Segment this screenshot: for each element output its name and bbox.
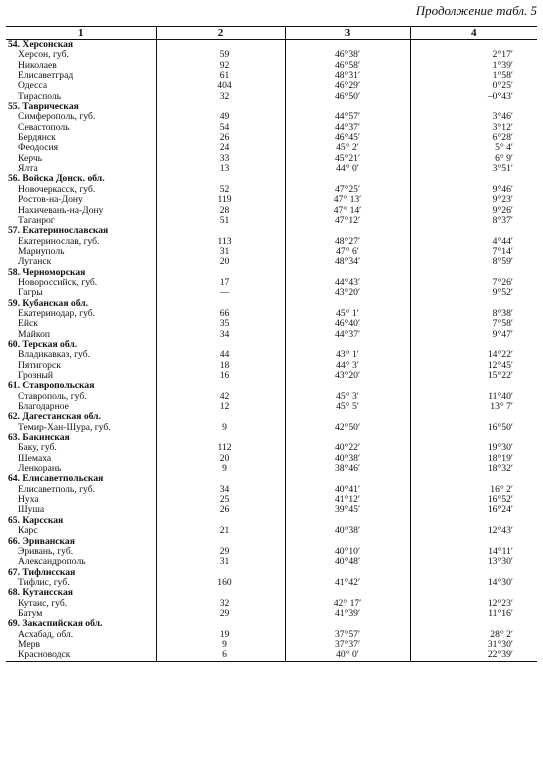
latitude-cell: 46°40′ xyxy=(285,319,410,329)
city-name: Херсон, губ. xyxy=(18,49,69,61)
value-cell: 18 xyxy=(156,361,285,371)
latitude-cell: 38°46′ xyxy=(285,464,410,474)
latitude-cell: 43°20′ xyxy=(285,371,410,381)
region-row xyxy=(6,588,537,598)
city-name: Шуша xyxy=(18,504,45,516)
longitude-cell: 18°19′ xyxy=(410,454,537,464)
city-name: Бердянск xyxy=(18,132,56,144)
region-name: 59. Кубанская обл. xyxy=(8,297,89,309)
value-cell: 32 xyxy=(156,599,285,609)
region-row xyxy=(6,619,537,629)
city-row xyxy=(6,454,537,464)
empty-cell xyxy=(410,537,537,547)
city-row xyxy=(6,123,537,133)
longitude-cell: 3°46′ xyxy=(410,112,537,122)
latitude-cell: 44° 0′ xyxy=(285,164,410,174)
region-row xyxy=(6,516,537,526)
value-cell: 35 xyxy=(156,319,285,329)
value-cell: 44 xyxy=(156,350,285,360)
region-name: 65. Карсская xyxy=(8,514,64,526)
city-row xyxy=(6,361,537,371)
latitude-cell: 40°41′ xyxy=(285,485,410,495)
empty-cell xyxy=(410,268,537,278)
empty-cell xyxy=(410,588,537,598)
longitude-cell: 18°32′ xyxy=(410,464,537,474)
region-name: 64. Елисаветпольская xyxy=(8,473,104,485)
city-name: Шемаха xyxy=(18,452,52,464)
city-name: Елисаветполь, губ. xyxy=(18,483,95,495)
value-cell: 66 xyxy=(156,309,285,319)
latitude-cell: 44°37′ xyxy=(285,330,410,340)
value-cell: 26 xyxy=(156,505,285,515)
region-name: 55. Таврическая xyxy=(8,101,79,113)
region-name: 63. Бакинская xyxy=(8,432,70,444)
city-row xyxy=(6,319,537,329)
latitude-cell: 45°21′ xyxy=(285,154,410,164)
latitude-cell: 37°57′ xyxy=(285,630,410,640)
header-row xyxy=(6,27,537,40)
value-cell: 42 xyxy=(156,392,285,402)
latitude-cell: 43° 1′ xyxy=(285,350,410,360)
empty-cell xyxy=(285,226,410,236)
region-name: 57. Екатеринославская xyxy=(8,225,109,237)
empty-cell xyxy=(410,619,537,629)
city-name: Пятигорск xyxy=(18,359,61,371)
city-name: Николаев xyxy=(18,59,57,71)
city-row xyxy=(6,247,537,257)
value-cell: 49 xyxy=(156,112,285,122)
table-body xyxy=(6,40,537,662)
latitude-cell: 44° 3′ xyxy=(285,361,410,371)
region-name: 69. Закаспийская обл. xyxy=(8,618,103,630)
value-cell: 28 xyxy=(156,206,285,216)
column-header-2: 2 xyxy=(156,27,285,40)
value-cell: 9 xyxy=(156,640,285,650)
value-cell: 52 xyxy=(156,185,285,195)
value-cell: 29 xyxy=(156,547,285,557)
city-row xyxy=(6,257,537,267)
latitude-cell: 47° 13′ xyxy=(285,195,410,205)
latitude-cell: 40°10′ xyxy=(285,547,410,557)
city-name: Екатеринослав, губ. xyxy=(18,235,100,247)
city-row xyxy=(6,640,537,650)
city-row xyxy=(6,143,537,153)
latitude-cell: 41°39′ xyxy=(285,609,410,619)
longitude-cell: 13° 7′ xyxy=(410,402,537,412)
city-row xyxy=(6,278,537,288)
region-row xyxy=(6,568,537,578)
latitude-cell: 41°12′ xyxy=(285,495,410,505)
region-name: 56. Войска Донск. обл. xyxy=(8,173,105,185)
value-cell: 12 xyxy=(156,402,285,412)
empty-cell xyxy=(156,226,285,236)
table-caption: Продолжение табл. 5 xyxy=(415,3,537,18)
latitude-cell: 47° 14′ xyxy=(285,206,410,216)
city-row xyxy=(6,495,537,505)
value-cell: 32 xyxy=(156,92,285,102)
longitude-cell: 4°44′ xyxy=(410,237,537,247)
value-cell: 16 xyxy=(156,371,285,381)
latitude-cell: 44°57′ xyxy=(285,112,410,122)
latitude-cell: 40°38′ xyxy=(285,454,410,464)
city-row xyxy=(6,206,537,216)
city-row xyxy=(6,599,537,609)
city-row xyxy=(6,133,537,143)
city-name: Симферополь, губ. xyxy=(18,111,96,123)
value-cell: 20 xyxy=(156,257,285,267)
city-row xyxy=(6,81,537,91)
region-name: 60. Терская обл. xyxy=(8,338,78,350)
longitude-cell: 1°39′ xyxy=(410,61,537,71)
latitude-cell: 46°50′ xyxy=(285,92,410,102)
value-cell: 9 xyxy=(156,423,285,433)
longitude-cell: 9°47′ xyxy=(410,330,537,340)
value-cell: 34 xyxy=(156,485,285,495)
longitude-cell: 9°26′ xyxy=(410,206,537,216)
longitude-cell: 2°17′ xyxy=(410,50,537,60)
city-name: Эривань, губ. xyxy=(18,545,74,557)
empty-cell xyxy=(285,588,410,598)
city-row xyxy=(6,423,537,433)
city-row xyxy=(6,650,537,661)
city-name: Ейск xyxy=(18,318,38,330)
city-name: Асхабад, обл. xyxy=(18,628,74,640)
city-row xyxy=(6,71,537,81)
longitude-cell: 6° 9′ xyxy=(410,154,537,164)
cities-table xyxy=(6,26,537,662)
city-row xyxy=(6,526,537,536)
empty-cell xyxy=(156,588,285,598)
city-name: Феодосия xyxy=(18,142,59,154)
city-name: Карс xyxy=(18,525,38,537)
city-row xyxy=(6,61,537,71)
longitude-cell: 14°11′ xyxy=(410,547,537,557)
city-name: Керчь xyxy=(18,152,43,164)
value-cell: 13 xyxy=(156,164,285,174)
longitude-cell: 7°14′ xyxy=(410,247,537,257)
city-row xyxy=(6,154,537,164)
value-cell: 31 xyxy=(156,247,285,257)
latitude-cell: 42°50′ xyxy=(285,423,410,433)
city-name: Новороссийск, губ. xyxy=(18,276,98,288)
latitude-cell: 46°45′ xyxy=(285,133,410,143)
value-cell: 61 xyxy=(156,71,285,81)
latitude-cell: 45° 3′ xyxy=(285,392,410,402)
city-name: Тирасполь xyxy=(18,90,62,102)
city-name: Гагры xyxy=(18,287,43,299)
latitude-cell: 46°58′ xyxy=(285,61,410,71)
longitude-cell: 31°30′ xyxy=(410,640,537,650)
longitude-cell: 14°22′ xyxy=(410,350,537,360)
empty-cell xyxy=(410,340,537,350)
empty-cell xyxy=(410,174,537,184)
value-cell: 26 xyxy=(156,133,285,143)
longitude-cell: 8°38′ xyxy=(410,309,537,319)
city-name: Луганск xyxy=(18,256,52,268)
longitude-cell: 12°45′ xyxy=(410,361,537,371)
empty-cell xyxy=(410,40,537,51)
city-name: Ялта xyxy=(18,163,38,175)
latitude-cell: 45° 2′ xyxy=(285,143,410,153)
latitude-cell: 44°43′ xyxy=(285,278,410,288)
city-name: Севастополь xyxy=(18,121,70,133)
value-cell: — xyxy=(156,288,285,298)
empty-cell xyxy=(410,412,537,422)
value-cell: 404 xyxy=(156,81,285,91)
longitude-cell: 16°52′ xyxy=(410,495,537,505)
longitude-cell: 8°59′ xyxy=(410,257,537,267)
latitude-cell: 46°38′ xyxy=(285,50,410,60)
longitude-cell: 9°46′ xyxy=(410,185,537,195)
city-row xyxy=(6,485,537,495)
city-name: Таганрог xyxy=(18,214,55,226)
region-name: 66. Эриванская xyxy=(8,535,75,547)
city-name: Екатеринодар, губ. xyxy=(18,307,96,319)
longitude-cell: 0°25′ xyxy=(410,81,537,91)
value-cell: 6 xyxy=(156,650,285,661)
city-name: Кутаис, губ. xyxy=(18,597,68,609)
city-name: Нуха xyxy=(18,494,39,506)
longitude-cell: 7°58′ xyxy=(410,319,537,329)
city-name: Мариуполь xyxy=(18,245,65,257)
column-header-4: 4 xyxy=(410,27,537,40)
region-name: 58. Черноморская xyxy=(8,266,86,278)
empty-cell xyxy=(410,474,537,484)
value-cell: 54 xyxy=(156,123,285,133)
city-row xyxy=(6,309,537,319)
value-cell: 51 xyxy=(156,216,285,226)
empty-cell xyxy=(410,226,537,236)
region-name: 67. Тифлисская xyxy=(8,566,76,578)
longitude-cell: 1°58′ xyxy=(410,71,537,81)
city-row xyxy=(6,50,537,60)
longitude-cell: –0°43′ xyxy=(410,92,537,102)
city-row xyxy=(6,185,537,195)
latitude-cell: 45° 5′ xyxy=(285,402,410,412)
value-cell: 33 xyxy=(156,154,285,164)
longitude-cell: 15°22′ xyxy=(410,371,537,381)
longitude-cell: 28° 2′ xyxy=(410,630,537,640)
value-cell: 21 xyxy=(156,526,285,536)
city-name: Ставрополь, губ. xyxy=(18,390,87,402)
city-name: Баку, губ. xyxy=(18,442,57,454)
city-row xyxy=(6,392,537,402)
city-name: Нахичевань-на-Дону xyxy=(18,204,104,216)
longitude-cell: 12°43′ xyxy=(410,526,537,536)
empty-cell xyxy=(410,433,537,443)
latitude-cell: 40°48′ xyxy=(285,557,410,567)
city-name: Мерв xyxy=(18,638,40,650)
longitude-cell: 3°12′ xyxy=(410,123,537,133)
latitude-cell: 40°22′ xyxy=(285,443,410,453)
longitude-cell: 19°30′ xyxy=(410,443,537,453)
city-row xyxy=(6,195,537,205)
longitude-cell: 22°39′ xyxy=(410,650,537,661)
column-header-3: 3 xyxy=(285,27,410,40)
longitude-cell: 7°26′ xyxy=(410,278,537,288)
latitude-cell: 43°20′ xyxy=(285,288,410,298)
value-cell: 24 xyxy=(156,143,285,153)
region-row xyxy=(6,433,537,443)
latitude-cell: 40°38′ xyxy=(285,526,410,536)
value-cell: 160 xyxy=(156,578,285,588)
latitude-cell: 47° 6′ xyxy=(285,247,410,257)
city-row xyxy=(6,505,537,515)
empty-cell xyxy=(410,102,537,112)
longitude-cell: 16°24′ xyxy=(410,505,537,515)
value-cell: 31 xyxy=(156,557,285,567)
city-row xyxy=(6,578,537,588)
longitude-cell: 11°40′ xyxy=(410,392,537,402)
region-name: 68. Кутаисская xyxy=(8,587,73,599)
latitude-cell: 40° 0′ xyxy=(285,650,410,661)
value-cell: 25 xyxy=(156,495,285,505)
city-name: Тифлис, губ. xyxy=(18,576,70,588)
city-name: Ростов-на-Дону xyxy=(18,194,83,206)
latitude-cell: 37°37′ xyxy=(285,640,410,650)
city-name: Красноводск xyxy=(6,650,156,661)
value-cell: 19 xyxy=(156,630,285,640)
empty-cell xyxy=(410,568,537,578)
value-cell: 113 xyxy=(156,237,285,247)
value-cell: 17 xyxy=(156,278,285,288)
region-name: 61. Ставропольская xyxy=(8,380,95,392)
empty-cell xyxy=(156,412,285,422)
longitude-cell: 9°23′ xyxy=(410,195,537,205)
latitude-cell: 42° 17′ xyxy=(285,599,410,609)
latitude-cell: 48°34′ xyxy=(285,257,410,267)
longitude-cell: 16° 2′ xyxy=(410,485,537,495)
longitude-cell: 16°50′ xyxy=(410,423,537,433)
city-name: Ленкорань xyxy=(18,463,62,475)
city-row xyxy=(6,630,537,640)
value-cell: 59 xyxy=(156,50,285,60)
longitude-cell: 12°23′ xyxy=(410,599,537,609)
region-name: 62. Дагестанская обл. xyxy=(8,411,101,423)
city-row xyxy=(6,557,537,567)
longitude-cell: 6°28′ xyxy=(410,133,537,143)
city-name: Майкоп xyxy=(18,328,51,340)
longitude-cell: 8°37′ xyxy=(410,216,537,226)
latitude-cell: 47°25′ xyxy=(285,185,410,195)
latitude-cell: 48°27′ xyxy=(285,237,410,247)
city-name: Одесса xyxy=(18,80,48,92)
region-row xyxy=(6,537,537,547)
city-row xyxy=(6,443,537,453)
value-cell: 29 xyxy=(156,609,285,619)
value-cell: 34 xyxy=(156,330,285,340)
value-cell: 112 xyxy=(156,443,285,453)
city-row xyxy=(6,92,537,102)
longitude-cell: 3°51′ xyxy=(410,164,537,174)
city-name: Владикавказ, губ. xyxy=(18,349,91,361)
value-cell: 92 xyxy=(156,61,285,71)
longitude-cell: 9°52′ xyxy=(410,288,537,298)
region-name: 54. Херсонская xyxy=(8,39,74,50)
city-name: Новочеркасск, губ. xyxy=(18,183,96,195)
latitude-cell: 39°45′ xyxy=(285,505,410,515)
latitude-cell: 48°31′ xyxy=(285,71,410,81)
city-row xyxy=(6,237,537,247)
city-row xyxy=(6,330,537,340)
city-name: Благодарное xyxy=(18,401,69,413)
empty-cell xyxy=(410,516,537,526)
value-cell: 9 xyxy=(156,464,285,474)
city-row xyxy=(6,112,537,122)
column-header-1: 1 xyxy=(6,27,156,40)
value-cell: 20 xyxy=(156,454,285,464)
empty-cell xyxy=(410,381,537,391)
longitude-cell: 14°30′ xyxy=(410,578,537,588)
latitude-cell: 46°29′ xyxy=(285,81,410,91)
city-name: Темир-Хан-Шура, губ. xyxy=(18,421,111,433)
longitude-cell: 5° 4′ xyxy=(410,143,537,153)
city-name: Александрополь xyxy=(18,556,86,568)
empty-cell xyxy=(410,299,537,309)
latitude-cell: 44°37′ xyxy=(285,123,410,133)
region-row xyxy=(6,226,537,236)
longitude-cell: 13°30′ xyxy=(410,557,537,567)
city-name: Батум xyxy=(18,607,43,619)
latitude-cell: 47°12′ xyxy=(285,216,410,226)
latitude-cell: 41°42′ xyxy=(285,578,410,588)
value-cell: 119 xyxy=(156,195,285,205)
region-row xyxy=(6,40,537,51)
city-name: Елисаветград xyxy=(18,70,74,82)
city-name: Грозный xyxy=(18,370,54,381)
city-row xyxy=(6,350,537,360)
latitude-cell: 45° 1′ xyxy=(285,309,410,319)
longitude-cell: 11°16′ xyxy=(410,609,537,619)
